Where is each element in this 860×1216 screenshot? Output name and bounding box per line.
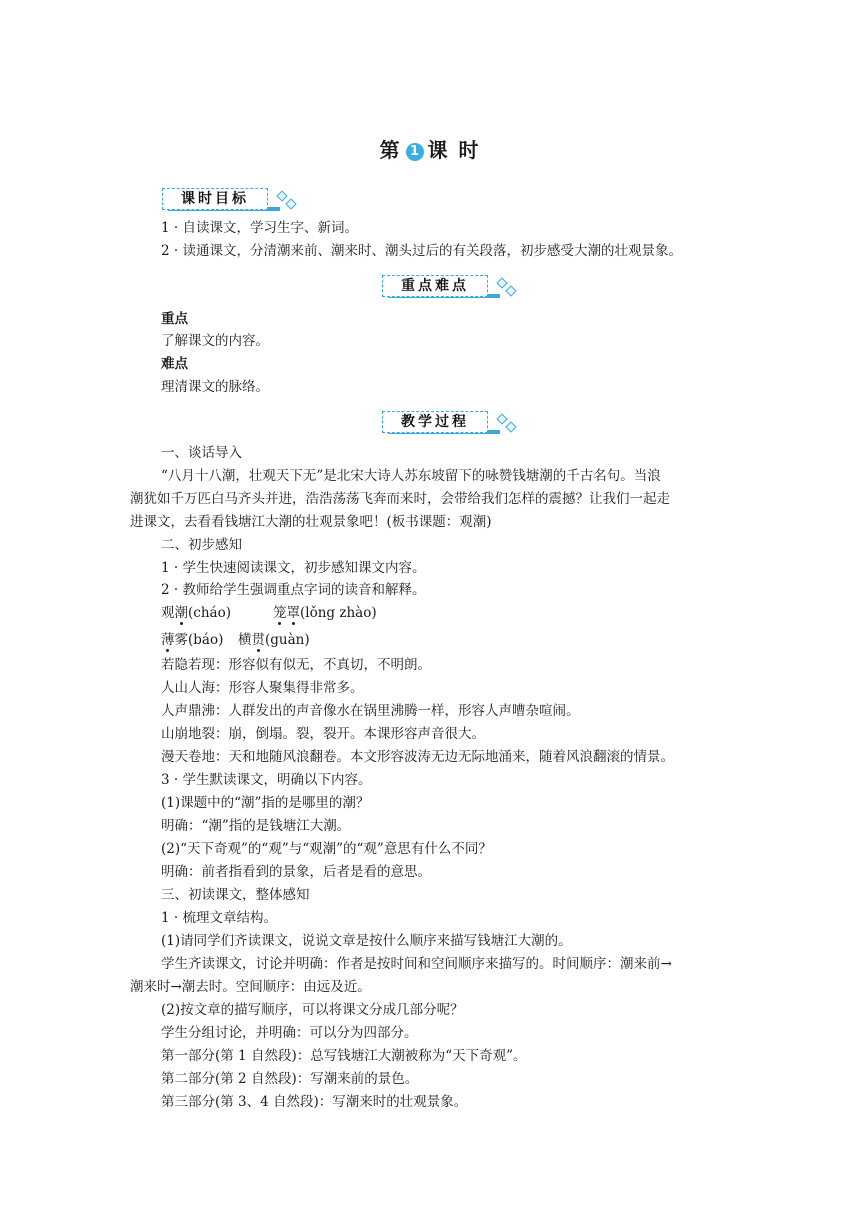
paragraph-line: 2 · 教师给学生强调重点字词的读音和解释。 [161, 582, 426, 598]
question-line: (1)课题中的“潮”指的是哪里的潮？ [161, 795, 370, 811]
definition-line: 人山人海：形容人聚集得非常多。 [161, 680, 364, 696]
diamond-icon [505, 285, 516, 296]
goal-item: 1 · 自读课文，学习生字、新词。 [161, 220, 358, 236]
paragraph-line: 学生齐读课文，讨论并明确：作者是按时间和空间顺序来描写的。时间顺序：潮来前→ [161, 956, 672, 972]
emphasized-char: 薄 [161, 632, 175, 648]
paragraph-line: 第三部分(第 3、4 自然段)：写潮来时的壮观景象。 [161, 1094, 468, 1110]
vocab-line: 观潮(cháo) [161, 605, 231, 621]
lesson-title [0, 134, 860, 163]
diamond-icon [496, 277, 507, 288]
paragraph-line: 进课文，去看看钱塘江大潮的壮观景象吧！(板书课题：观潮) [130, 514, 492, 530]
section-title-goals: 课时目标 [162, 188, 268, 210]
paragraph-line: 潮来时→潮去时。空间顺序：由远及近。 [130, 979, 371, 995]
paragraph-line: “八月十八潮，壮观天下无”是北宋大诗人苏东坡留下的咏赞钱塘潮的千古名句。当浪 [161, 468, 661, 484]
question-line: (2)按文章的描写顺序，可以将课文分成几部分呢？ [161, 1002, 464, 1018]
diamond-icon [505, 421, 516, 432]
paragraph-line: 3 · 学生默读课文，明确以下内容。 [161, 772, 372, 788]
lesson-number-badge: 1 [406, 143, 424, 161]
vocab-line: 横贯(guàn) [238, 632, 310, 648]
paragraph-line: 1 · 梳理文章结构。 [161, 910, 277, 926]
definition-line: 若隐若现：形容似有似无，不真切，不明朗。 [161, 657, 431, 673]
section-title-process: 教学过程 [382, 411, 488, 433]
question-line: (1)请同学们齐读课文，说说文章是按什么顺序来描写钱塘江大潮的。 [161, 933, 572, 949]
section-heading: 三、初读课文，整体感知 [161, 887, 310, 903]
paragraph-line: 第一部分(第 1 自然段)：总写钱塘江大潮被称为“天下奇观”。 [161, 1048, 527, 1064]
section-heading: 二、初步感知 [161, 537, 242, 553]
definition-line: 人声鼎沸：人群发出的声音像水在锅里沸腾一样，形容人声嘈杂喧闹。 [161, 703, 580, 719]
key-text: 了解课文的内容。 [161, 333, 269, 349]
emphasized-char: 笼 [273, 605, 287, 621]
diamond-icon [496, 413, 507, 424]
answer-line: 明确：前者指看到的景象，后者是看的意思。 [161, 864, 431, 880]
paragraph-line: 潮犹如千万匹白马齐头并进，浩浩荡荡飞奔而来时，会带给我们怎样的震撼？让我们一起走 [130, 491, 670, 507]
definition-line: 漫天卷地：天和地随风浪翻卷。本文形容波涛无边无际地涌来，随着风浪翻滚的情景。 [161, 749, 674, 765]
emphasized-char: 罩 [286, 605, 300, 621]
difficulty-label: 难点 [161, 356, 188, 372]
emphasized-char: 潮 [174, 605, 188, 621]
vocab-line: 笼罩(lǒng zhào) [273, 605, 377, 621]
paragraph-line: 学生分组讨论，并明确：可以分为四部分。 [161, 1025, 418, 1041]
emphasized-char: 贯 [251, 632, 265, 648]
diamond-icon [285, 198, 296, 209]
title-prefix: 第 [379, 138, 402, 162]
section-banner-process [382, 411, 517, 433]
goal-item: 2 · 读通课文，分清潮来前、潮来时、潮头过后的有关段落，初步感受大潮的壮观景象。 [161, 243, 682, 259]
title-suffix: 课 时 [427, 138, 481, 162]
question-line: (2)“天下奇观”的“观”与“观潮”的“观”意思有什么不同？ [161, 841, 492, 857]
paragraph-line: 1 · 学生快速阅读课文，初步感知课文内容。 [161, 560, 426, 576]
key-label: 重点 [161, 311, 188, 327]
section-banner-keypoints [382, 275, 517, 297]
vocab-line: 薄雾(báo) [161, 632, 224, 648]
paragraph-line: 第二部分(第 2 自然段)：写潮来前的景色。 [161, 1071, 419, 1087]
section-heading: 一、谈话导入 [161, 445, 242, 461]
definition-line: 山崩地裂：崩，倒塌。裂，裂开。本课形容声音很大。 [161, 726, 485, 742]
diamond-icon [276, 190, 287, 201]
answer-line: 明确：“潮”指的是钱塘江大潮。 [161, 818, 351, 834]
difficulty-text: 理清课文的脉络。 [161, 379, 269, 395]
section-title-keypoints: 重点难点 [382, 275, 488, 297]
section-banner-goals [162, 188, 297, 210]
